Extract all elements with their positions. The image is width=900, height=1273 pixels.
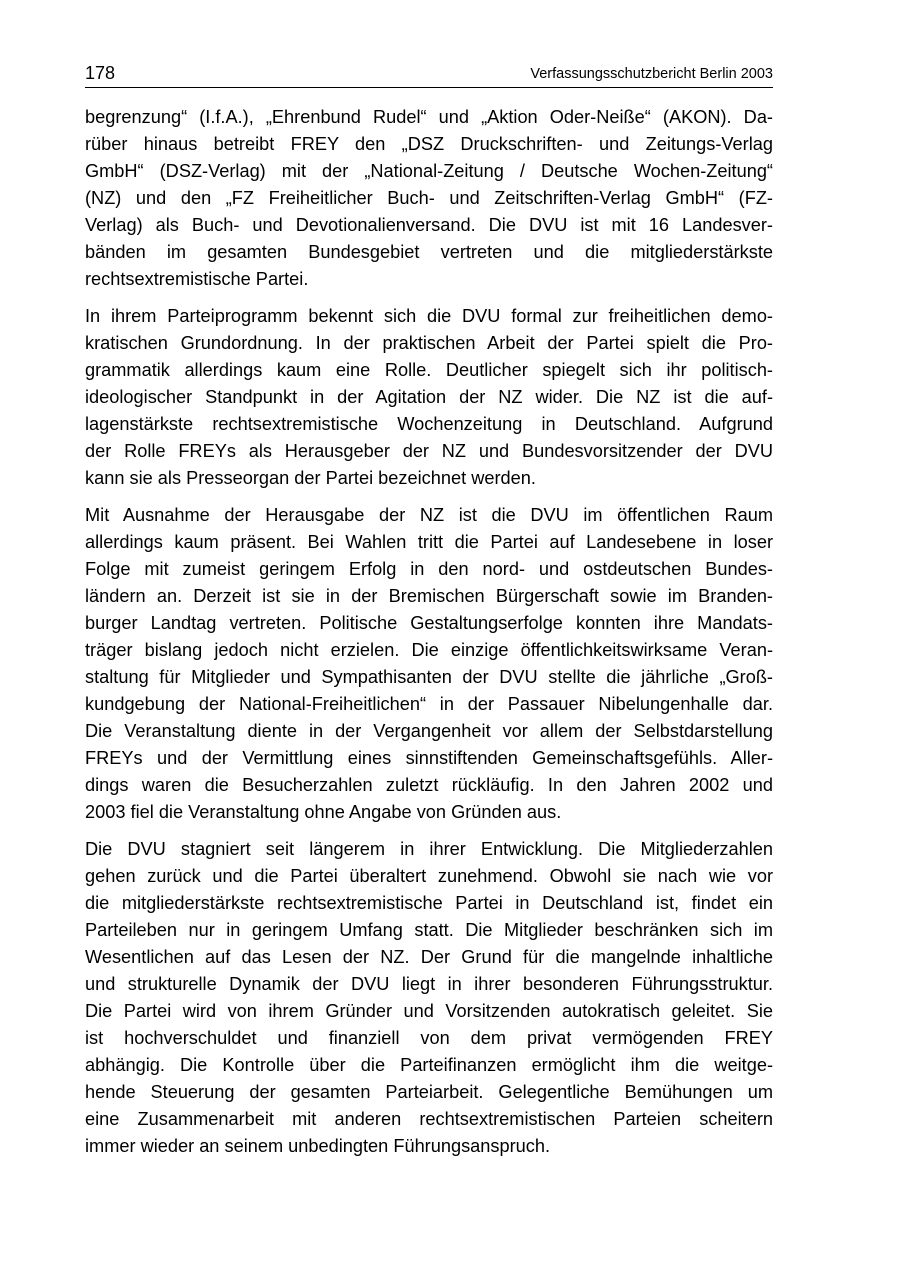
text-line: hende Steuerung der gesamten Parteiarbeit. Gelegentliche Bemühungen um [85,1082,773,1102]
text-line: rechtsextremistische Partei. [85,269,309,289]
text-line: In ihrem Parteiprogramm bekennt sich die DVU formal zur freiheitlichen demo- [85,306,773,326]
text-line: staltung für Mitglieder und Sympathisanten der DVU stellte die jährliche „Groß- [85,667,773,687]
text-line: kundgebung der National-Freiheitlichen“ in der Passauer Nibelungenhalle dar. [85,694,773,714]
text-line: die mitgliederstärkste rechtsextremistische Partei in Deutschland ist, findet ein [85,893,773,913]
running-title: Verfassungsschutzbericht Berlin 2003 [530,66,773,82]
text-line: (NZ) und den „FZ Freiheitlicher Buch- und Zeitschriften-Verlag GmbH“ (FZ- [85,188,773,208]
text-line: 2003 fiel die Veranstaltung ohne Angabe von Gründen aus. [85,802,562,822]
page-header [85,60,773,88]
text-line: ideologischer Standpunkt in der Agitation der NZ wider. Die NZ ist die auf- [85,387,773,407]
text-line: Die DVU stagniert seit längerem in ihrer Entwicklung. Die Mitgliederzahlen [85,839,773,859]
text-line: Mit Ausnahme der Herausgabe der NZ ist die DVU im öffentlichen Raum [85,505,773,525]
page-body [85,104,773,1170]
paragraph [85,104,773,293]
text-line: burger Landtag vertreten. Politische Gestaltungserfolge konnten ihre Mandats- [85,613,773,633]
text-line: FREYs und der Vermittlung eines sinnstiftenden Gemeinschaftsgefühls. Aller- [85,748,773,768]
text-line: ist hochverschuldet und finanziell von dem privat vermögenden FREY [85,1028,773,1048]
text-line: kann sie als Presseorgan der Partei bezeichnet werden. [85,468,536,488]
text-line: eine Zusammenarbeit mit anderen rechtsextremistischen Parteien scheitern [85,1109,773,1129]
text-line: Folge mit zumeist geringem Erfolg in den nord- und ostdeutschen Bundes- [85,559,773,579]
text-line: träger bislang jedoch nicht erzielen. Die einzige öffentlichkeitswirksame Veran- [85,640,773,660]
paragraph [85,836,773,1160]
text-line: kratischen Grundordnung. In der praktischen Arbeit der Partei spielt die Pro- [85,333,773,353]
text-line: der Rolle FREYs als Herausgeber der NZ und Bundesvorsitzender der DVU [85,441,773,461]
text-line: allerdings kaum präsent. Bei Wahlen tritt die Partei auf Landesebene in loser [85,532,773,552]
text-line: und strukturelle Dynamik der DVU liegt in ihrer besonderen Führungsstruktur. [85,974,773,994]
text-line: immer wieder an seinem unbedingten Führungsanspruch. [85,1136,551,1156]
text-line: Die Veranstaltung diente in der Vergangenheit vor allem der Selbstdarstellung [85,721,773,741]
text-line: GmbH“ (DSZ-Verlag) mit der „National-Zeitung / Deutsche Wochen-Zeitung“ [85,161,773,181]
text-line: gehen zurück und die Partei überaltert zunehmend. Obwohl sie nach wie vor [85,866,773,886]
text-line: lagenstärkste rechtsextremistische Wochenzeitung in Deutschland. Aufgrund [85,414,773,434]
text-line: dings waren die Besucherzahlen zuletzt rückläufig. In den Jahren 2002 und [85,775,773,795]
text-line: Wesentlichen auf das Lesen der NZ. Der Grund für die mangelnde inhaltliche [85,947,773,967]
text-line: begrenzung“ (I.f.A.), „Ehrenbund Rudel“ und „Aktion Oder-Neiße“ (AKON). Da- [85,107,773,127]
paragraph [85,502,773,826]
text-line: Parteileben nur in geringem Umfang statt. Die Mitglieder beschränken sich im [85,920,773,940]
text-line: Die Partei wird von ihrem Gründer und Vorsitzenden autokratisch geleitet. Sie [85,1001,773,1021]
text-line: Verlag) als Buch- und Devotionalienversand. Die DVU ist mit 16 Landesver- [85,215,773,235]
text-line: rüber hinaus betreibt FREY den „DSZ Druckschriften- und Zeitungs-Verlag [85,134,773,154]
text-line: grammatik allerdings kaum eine Rolle. Deutlicher spiegelt sich ihr politisch- [85,360,773,380]
paragraph [85,303,773,492]
page-number: 178 [85,63,116,83]
text-line: ländern an. Derzeit ist sie in der Bremischen Bürgerschaft sowie im Branden- [85,586,773,606]
text-line: abhängig. Die Kontrolle über die Parteifinanzen ermöglicht ihm die weitge- [85,1055,773,1075]
text-line: bänden im gesamten Bundesgebiet vertreten und die mitgliederstärkste [85,242,773,262]
